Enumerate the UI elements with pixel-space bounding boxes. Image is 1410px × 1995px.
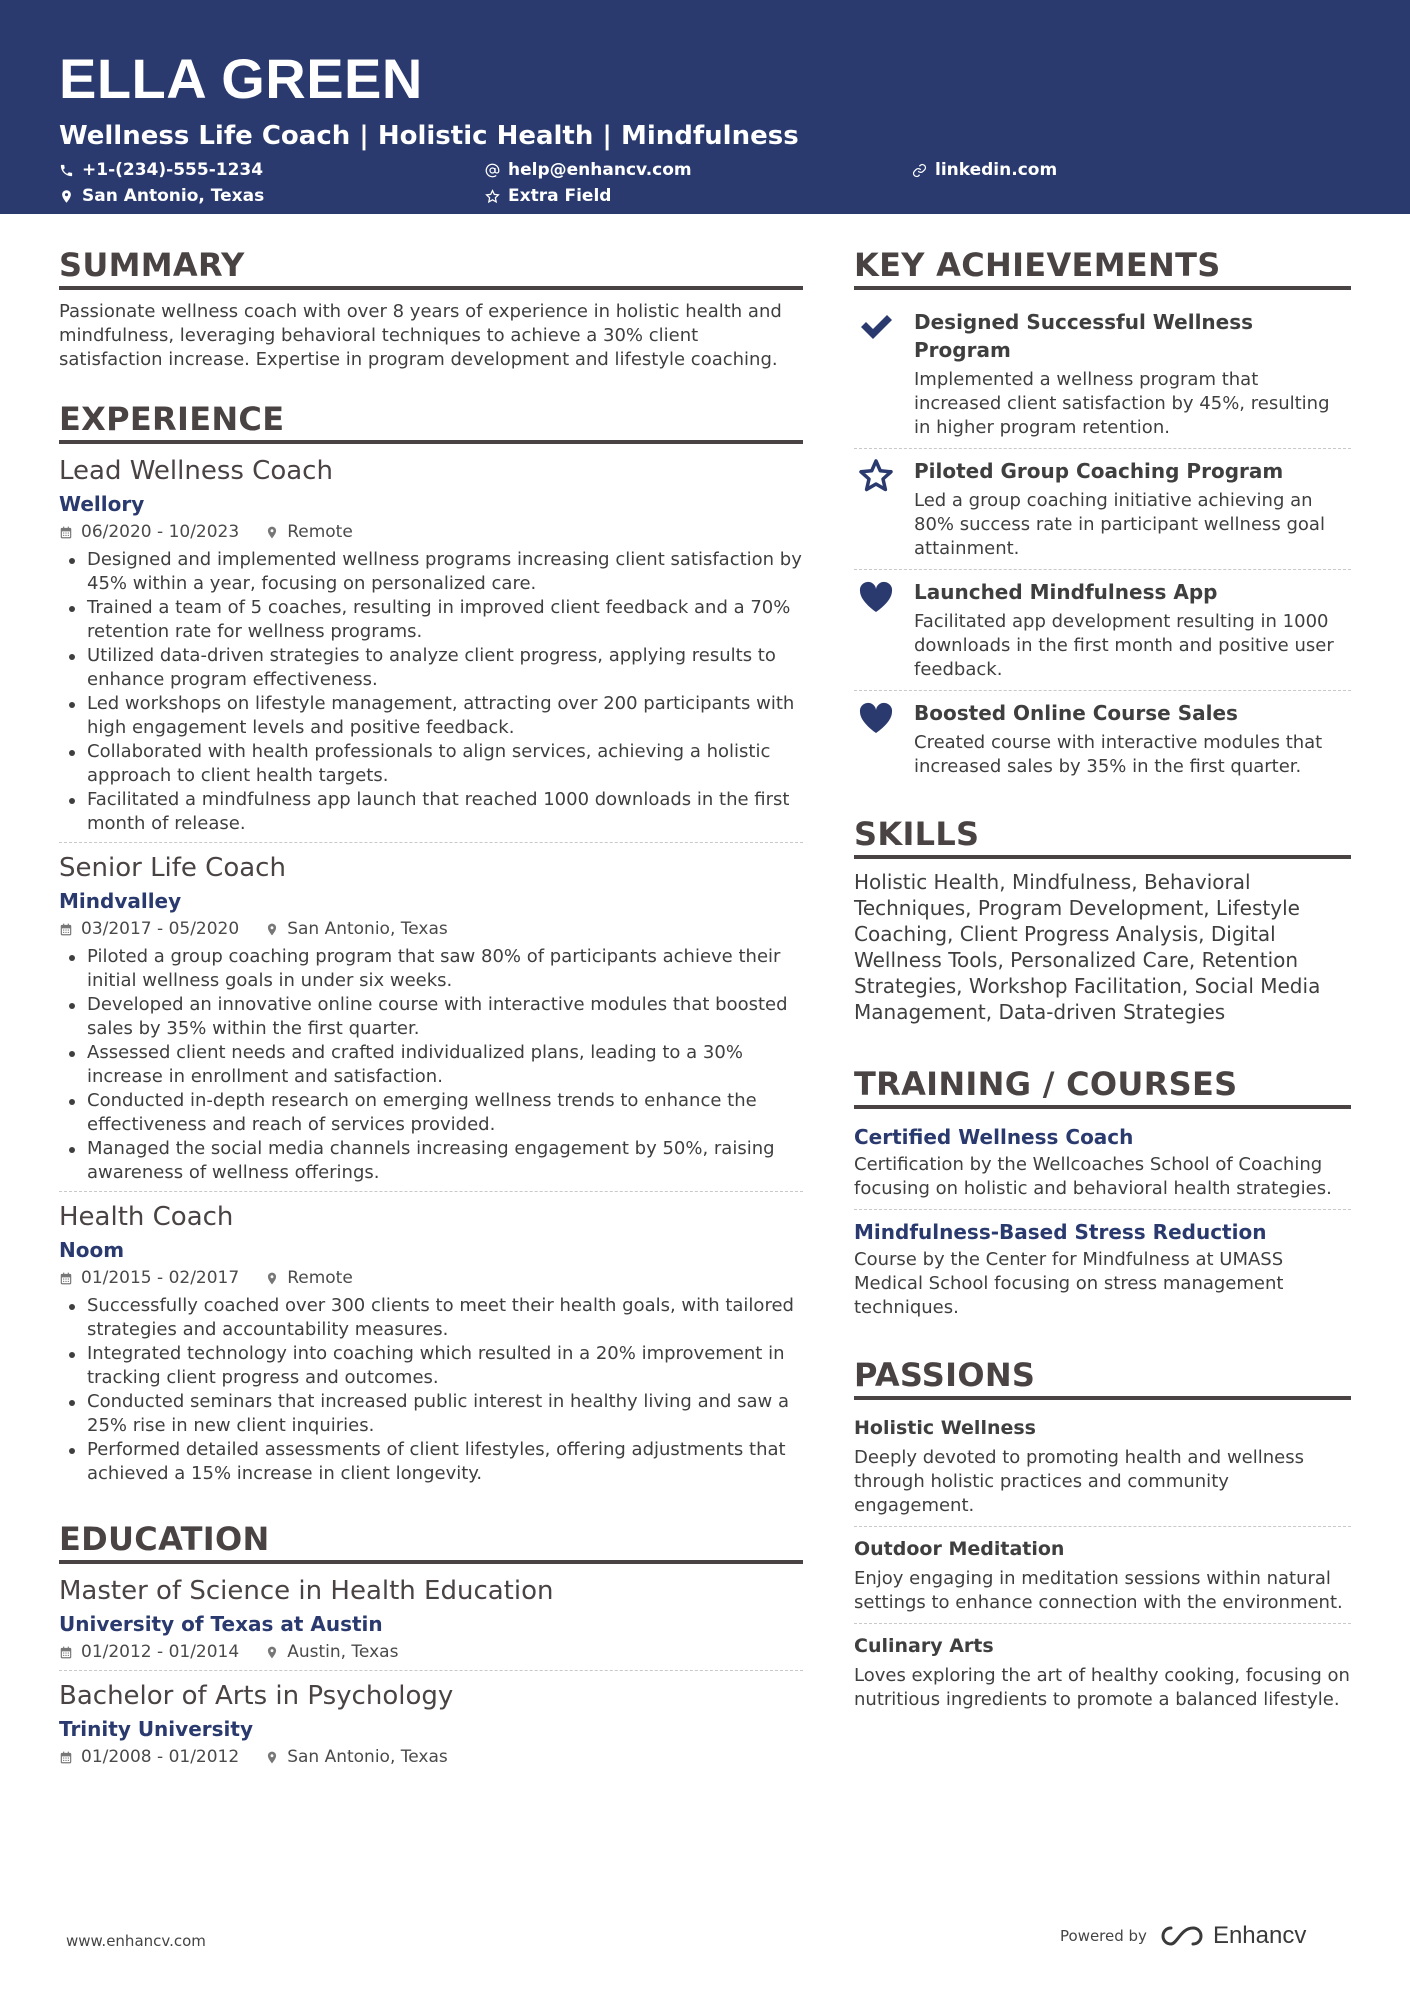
location-pin-icon [265,525,279,540]
job-bullets [59,1294,803,1486]
education-meta [59,1640,803,1664]
education-heading: EDUCATION [59,1518,803,1564]
achievement-item [854,690,1351,787]
summary-heading: SUMMARY [59,244,803,290]
training-heading: TRAINING / COURSES [854,1063,1351,1109]
phone-icon [59,163,74,178]
calendar-icon [59,922,73,937]
job-title: Senior Life Coach [59,853,286,883]
bullet-item: Trained a team of 5 coaches, resulting in improved client feedback and a 70% retention rate for wellness programs. [59,596,803,644]
job-title: Health Coach [59,1202,234,1232]
bullet-item: Utilized data-driven strategies to analyze client progress, applying results to enhance program effectiveness. [59,644,803,692]
training-section [854,1063,1351,1328]
bullet-item: Piloted a group coaching program that saw 80% of participants achieve their initial wellness goals in under six weeks. [59,945,803,993]
company-name: Wellory [59,492,145,516]
bullet-item: Facilitated a mindfulness app launch that reached 1000 downloads in the first month of release. [59,788,803,836]
passion-title: Outdoor Meditation [854,1538,1065,1560]
achievement-desc: Led a group coaching initiative achieving an 80% success rate in participant wellness goal attainment. [914,490,1325,559]
left-column [59,244,803,1801]
bullet-item: Designed and implemented wellness programs increasing client satisfaction by 45% within a year, focusing on personalized care. [59,548,803,596]
link-icon [912,163,927,178]
location-pin-icon [265,1271,279,1286]
job-dates: 06/2020 - 10/2023 [81,522,240,542]
course-item [854,1119,1351,1209]
job-dates: 01/2015 - 02/2017 [81,1268,240,1288]
job-entry [59,454,803,842]
job-location: Remote [287,522,353,542]
job-entry [59,842,803,1191]
location-pin-icon [265,922,279,937]
course-desc: Certification by the Wellcoaches School of Coaching focusing on holistic and behavioral health strategies. [854,1154,1332,1199]
location-pin-icon [265,1645,279,1660]
achievements-heading: KEY ACHIEVEMENTS [854,244,1351,290]
company-name: Mindvalley [59,889,182,913]
job-meta [59,917,803,941]
linkedin-text: linkedin.com [935,160,1058,180]
contact-location [59,184,264,208]
education-location: San Antonio, Texas [287,1747,448,1767]
bullet-item: Led workshops on lifestyle management, attracting over 200 participants with high engagement levels and positive feedback. [59,692,803,740]
passion-desc: Enjoy engaging in meditation sessions within natural settings to enhance connection with the environment. [854,1568,1343,1613]
course-title: Certified Wellness Coach [854,1125,1134,1149]
achievement-desc: Implemented a wellness program that increased client satisfaction by 45%, resulting in higher program retention. [914,369,1330,438]
bullet-item: Integrated technology into coaching which resulted in a 20% improvement in tracking client progress and outcomes. [59,1342,803,1390]
job-location: Remote [287,1268,353,1288]
star-icon [858,459,894,493]
footer-branding [1060,1922,1306,1950]
brand-name: Enhancv [1212,1922,1307,1949]
summary-text: Passionate wellness coach with over 8 years of experience in holistic health and mindfulness, leveraging behavioral techniques to achieve a 30% client satisfaction increase. Expertise in program development and lifestyle coaching. [59,301,782,370]
passions-section [854,1354,1351,1720]
achievements-section [854,244,1351,787]
bullet-item: Managed the social media channels increasing engagement by 50%, raising awareness of wellness offerings. [59,1137,803,1185]
contact-linkedin[interactable] [912,158,1057,182]
bullet-item: Successfully coached over 300 clients to meet their health goals, with tailored strategies and accountability measures. [59,1294,803,1342]
summary-section [59,244,803,372]
passion-item [854,1410,1351,1526]
at-icon [485,163,500,178]
school-name: Trinity University [59,1717,253,1741]
achievement-desc: Facilitated app development resulting in 1000 downloads in the first month and positive user feedback. [914,611,1334,680]
calendar-icon [59,525,73,540]
skills-heading: SKILLS [854,813,1351,859]
infinity-logo-icon [1159,1924,1205,1948]
location-pin-icon [265,1750,279,1765]
degree-title: Master of Science in Health Education [59,1576,554,1606]
job-location: San Antonio, Texas [287,919,448,939]
job-bullets [59,945,803,1185]
job-meta [59,520,803,544]
achievement-desc: Created course with interactive modules that increased sales by 35% in the first quarter. [914,732,1323,777]
passion-item [854,1623,1351,1720]
resume-header [0,0,1410,214]
passions-heading: PASSIONS [854,1354,1351,1400]
course-title: Mindfulness-Based Stress Reduction [854,1220,1267,1244]
achievement-item [854,569,1351,690]
bullet-item: Conducted seminars that increased public interest in healthy living and saw a 25% rise in new client inquiries. [59,1390,803,1438]
contact-info [59,158,1410,218]
job-title: Lead Wellness Coach [59,456,333,486]
location-pin-icon [59,189,74,204]
achievement-title: Piloted Group Coaching Program [914,459,1284,483]
location-text: San Antonio, Texas [82,186,265,206]
heart-icon [858,580,894,614]
skills-section [854,813,1351,1025]
achievement-item [854,448,1351,569]
check-icon [858,310,894,344]
skills-text: Holistic Health, Mindfulness, Behavioral Techniques, Program Development, Lifestyle Coaching, Client Progress Analysis, Digital Wellness Tools, Personalized Care, Retention Strategies, Workshop Facilitation, Social Media Management, Data-driven Strategies [854,870,1321,1024]
achievement-title: Boosted Online Course Sales [914,701,1238,725]
job-dates: 03/2017 - 05/2020 [81,919,240,939]
education-location: Austin, Texas [287,1642,399,1662]
calendar-icon [59,1645,73,1660]
email-text: help@enhancv.com [508,160,692,180]
heart-icon [858,701,894,735]
course-desc: Course by the Center for Mindfulness at UMASS Medical School focusing on stress management techniques. [854,1249,1284,1318]
footer-website[interactable]: www.enhancv.com [66,1932,206,1950]
bullet-item: Performed detailed assessments of client lifestyles, offering adjustments that achieved a 15% increase in client longevity. [59,1438,803,1486]
education-dates: 01/2012 - 01/2014 [81,1642,240,1662]
star-outline-icon [485,189,500,204]
education-section [59,1518,803,1775]
phone-text: +1-(234)-555-1234 [82,160,264,180]
education-entry [59,1670,803,1775]
achievement-title: Designed Successful Wellness Program [914,310,1254,362]
bullet-item: Conducted in-depth research on emerging wellness trends to enhance the effectiveness and reach of services provided. [59,1089,803,1137]
passion-title: Holistic Wellness [854,1417,1036,1439]
company-name: Noom [59,1238,125,1262]
education-meta [59,1745,803,1769]
job-meta [59,1266,803,1290]
bullet-item: Developed an innovative online course with interactive modules that boosted sales by 35% within the first quarter. [59,993,803,1041]
course-item [854,1209,1351,1328]
extra-field-text: Extra Field [508,186,612,206]
candidate-name: ELLA GREEN [59,47,423,110]
school-name: University of Texas at Austin [59,1612,383,1636]
bullet-item: Assessed client needs and crafted individualized plans, leading to a 30% increase in enrollment and satisfaction. [59,1041,803,1089]
achievement-title: Launched Mindfulness App [914,580,1218,604]
contact-email[interactable] [485,158,692,182]
degree-title: Bachelor of Arts in Psychology [59,1681,454,1711]
experience-heading: EXPERIENCE [59,398,803,444]
experience-section [59,398,803,1492]
enhancv-logo[interactable] [1159,1922,1306,1950]
job-bullets [59,548,803,836]
contact-phone[interactable] [59,158,263,182]
right-column [854,244,1351,1746]
passion-item [854,1526,1351,1623]
calendar-icon [59,1271,73,1286]
job-entry [59,1191,803,1492]
passion-desc: Deeply devoted to promoting health and wellness through holistic practices and community engagement. [854,1447,1304,1516]
calendar-icon [59,1750,73,1765]
powered-by-text: Powered by [1060,1927,1147,1945]
passion-desc: Loves exploring the art of healthy cooking, focusing on nutritious ingredients to promote a balanced lifestyle. [854,1665,1350,1710]
contact-extra [485,184,611,208]
education-dates: 01/2008 - 01/2012 [81,1747,240,1767]
education-entry [59,1574,803,1670]
achievement-item [854,300,1351,448]
bullet-item: Collaborated with health professionals to align services, achieving a holistic approach to client health targets. [59,740,803,788]
candidate-tagline: Wellness Life Coach | Holistic Health | Mindfulness [59,121,799,151]
passion-title: Culinary Arts [854,1635,994,1657]
